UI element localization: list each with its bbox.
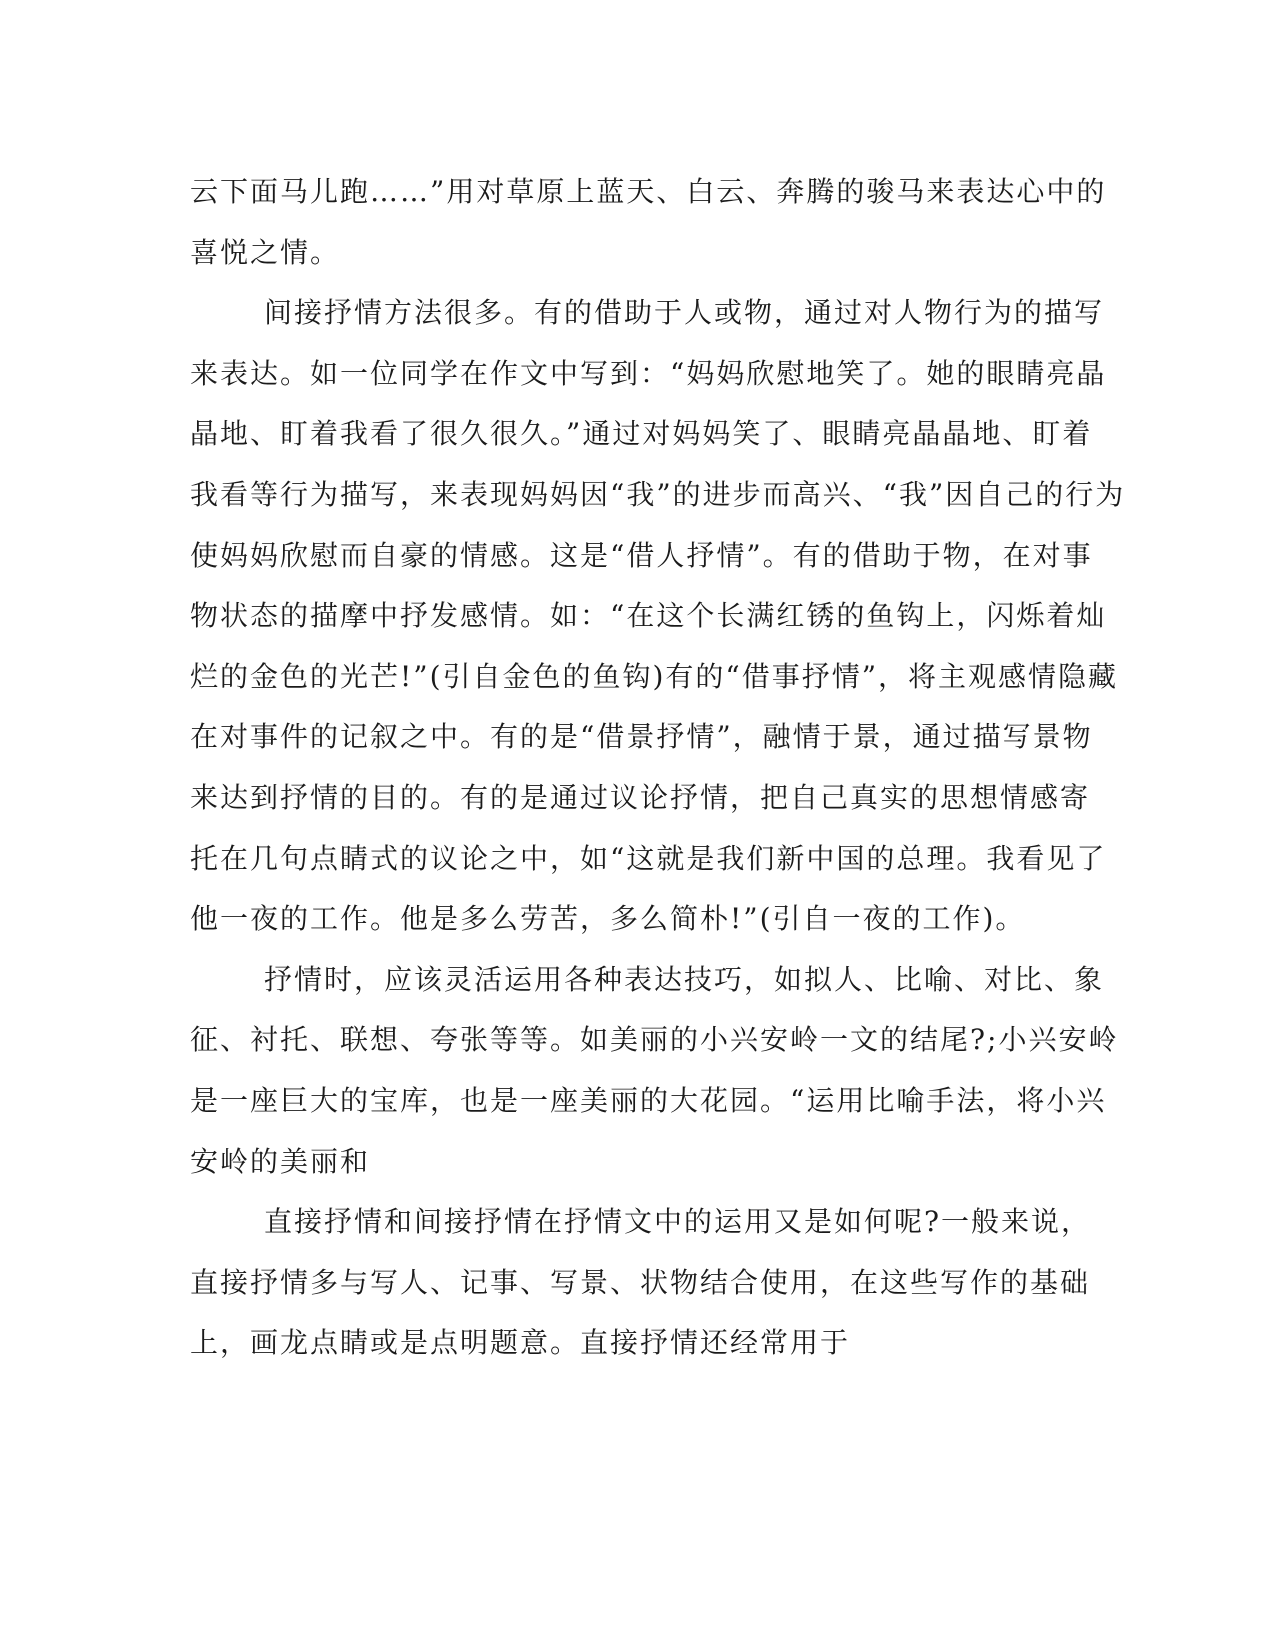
body-text — [190, 162, 1126, 1374]
paragraph-start-line: 抒情时，应该灵活运用各种表达技巧，如拟人、比喻、对比、象 — [264, 962, 1105, 996]
text-line: 征、衬托、联想、夸张等等。如美丽的小兴安岭一文的结尾?;小兴安岭 — [190, 1023, 1119, 1057]
text-line: 在对事件的记叙之中。有的是“借景抒情”，融情于景，通过描写景物 — [190, 720, 1093, 754]
text-line: 他一夜的工作。他是多么劳苦，多么简朴!”(引自一夜的工作)。 — [190, 902, 1026, 936]
text-line: 云下面马儿跑……”用对草原上蓝天、白云、奔腾的骏马来表达心中的 — [190, 175, 1107, 208]
text-line: 喜悦之情。 — [190, 235, 341, 269]
text-line: 直接抒情多与写人、记事、写景、状物结合使用，在这些写作的基础 — [190, 1265, 1091, 1299]
text-line: 物状态的描摩中抒发感情。如：“在这个长满红锈的鱼钩上，闪烁着灿 — [190, 599, 1107, 633]
text-line: 托在几句点睛式的议论之中，如“这就是我们新中国的总理。我看见了 — [190, 841, 1107, 875]
text-line: 我看等行为描写，来表现妈妈因“我”的进步而高兴、“我”因自己的行为 — [190, 477, 1126, 511]
text-line: 来表达。如一位同学在作文中写到：“妈妈欣慰地笑了。她的眼睛亮晶 — [190, 356, 1107, 390]
paragraph-start-line: 间接抒情方法很多。有的借助于人或物，通过对人物行为的描写 — [264, 296, 1105, 330]
text-line: 是一座巨大的宝库，也是一座美丽的大花园。“运用比喻手法，将小兴 — [190, 1083, 1107, 1117]
text-line: 安岭的美丽和 — [190, 1144, 371, 1178]
text-line: 使妈妈欣慰而自豪的情感。这是“借人抒情”。有的借助于物，在对事 — [190, 538, 1093, 572]
text-line: 晶地、盯着我看了很久很久。”通过对妈妈笑了、眼睛亮晶晶地、盯着 — [190, 417, 1093, 451]
text-line: 来达到抒情的目的。有的是通过议论抒情，把自己真实的思想情感寄 — [190, 780, 1091, 814]
text-line: 烂的金色的光芒!”(引自金色的鱼钩)有的“借事抒情”，将主观感情隐藏 — [190, 659, 1119, 693]
paragraph-start-line: 直接抒情和间接抒情在抒情文中的运用又是如何呢?一般来说， — [264, 1205, 1092, 1239]
text-line: 上，画龙点睛或是点明题意。直接抒情还经常用于 — [190, 1326, 851, 1360]
